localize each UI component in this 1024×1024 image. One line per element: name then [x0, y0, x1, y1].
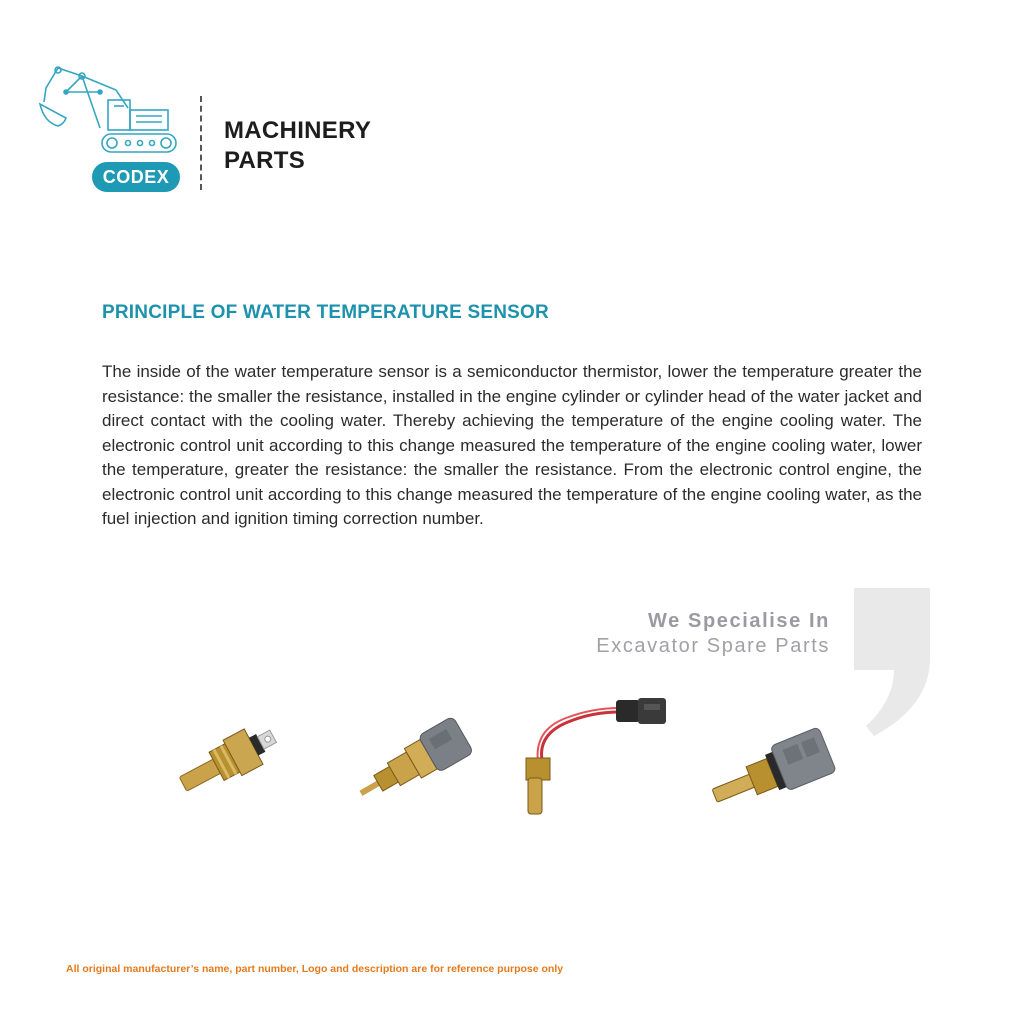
section-body: The inside of the water temperature sensor is a semiconductor thermistor, lower the temperature greater the resistance: the smaller the resistance, installed in the engine cylinder or cylinder head of the water jacket and direct contact with the cooling water. Thereby achieving the temperature of the engine cooling water. The electronic control unit according to this change measured the temperature of the engine cooling water, lower the temperature, greater the resistance: the smaller the resistance. From the electronic control engine, the electronic control unit according to this change measured the temperature of the engine cooling water, as the fuel injection and ignition timing correction number.: [102, 362, 922, 528]
section-title: PRINCIPLE OF WATER TEMPERATURE SENSOR: [102, 302, 549, 323]
quote-mark-icon: [846, 588, 936, 738]
codex-logo: [36, 62, 186, 194]
brand-line-2: PARTS: [224, 147, 306, 174]
grey-plug-sensor-icon: [700, 706, 846, 806]
logo-label: CODEX: [92, 162, 180, 192]
disclaimer: All original manufacturer’s name, part number, Logo and description are for reference purpose only: [66, 963, 564, 975]
grey-connector-sensor-icon: [346, 704, 476, 804]
tagline-line-1: We Specialise In: [648, 610, 830, 632]
header-divider: [200, 96, 202, 190]
tagline: [596, 610, 830, 658]
wired-connector-sensor-icon: [508, 694, 676, 824]
brand-name: [224, 116, 371, 176]
tagline-line-2: Excavator Spare Parts: [596, 635, 830, 657]
spade-terminal-sensor-icon: [166, 700, 286, 800]
brand-line-1: MACHINERY: [224, 117, 372, 144]
